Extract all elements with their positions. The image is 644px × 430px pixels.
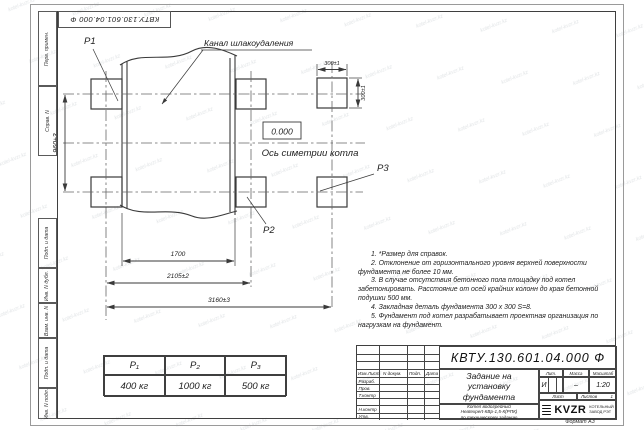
dim-2105: 2105±2 [167, 273, 189, 280]
tb-sheet-label: Лист [539, 393, 577, 400]
tb-role-razrab: Разраб. [358, 378, 376, 384]
load-table-value-p2: 1000 кг [165, 375, 226, 397]
margin-cell-podp-data-1 [38, 218, 57, 268]
title-block [356, 345, 616, 419]
tb-mass-header: Масса [563, 369, 589, 377]
tb-divider [357, 398, 439, 399]
kvzr-logo-icon [542, 405, 551, 416]
tb-divider [379, 346, 380, 420]
label-axis: Ось симетрии котла [261, 148, 359, 159]
note-3: 3. В случае отсутствия бетонного пола площадку под котел забетонировать. Расстояние от осей крайних колонн до края бетонной подушки 500 мм. [358, 277, 599, 303]
format-label: Формат А3 [565, 419, 595, 425]
tb-role-utv: Утв. [358, 414, 369, 419]
tb-mass-value: – [563, 377, 589, 393]
load-table-header-p2: P₂ [165, 356, 226, 375]
margin-label: Инв. N дубл. [44, 270, 51, 301]
doc-number-rotated: КВТУ.130.601.04.000 Ф [69, 15, 160, 24]
margin-label: Справ. N [44, 110, 51, 132]
note-1: 1. *Размер для справок. [371, 251, 448, 258]
tb-lit-header: Лит. [539, 369, 563, 377]
load-table-value-p1: 400 кг [104, 375, 165, 397]
tb-product-line: Heatexpert-КВр-1,5-К(РПК) [460, 409, 518, 415]
margin-cell-vzam-inv [38, 303, 57, 338]
tb-lit-value: И [541, 381, 547, 389]
tb-title-line: Задание на [466, 371, 512, 382]
tb-divider [424, 346, 425, 420]
margin-label: Подп. и дата [44, 346, 51, 380]
tb-rev-header-data: Дата [426, 370, 439, 376]
tb-title [439, 369, 539, 404]
dim-300-v: 300±1 [361, 85, 367, 101]
dim-3160: 3160±3 [208, 297, 230, 304]
level-mark: 0.000 [271, 126, 293, 137]
tb-rev-header-izm-list: Изм.Лист [358, 370, 380, 376]
note-5: 5. Фундамент под котел разрабатывает проектная организация по нагрузкам на фундамент. [358, 312, 599, 329]
tb-rev-header-docnum: N докум. [383, 370, 402, 376]
notes-block [358, 251, 612, 330]
tb-sheets-cell [577, 393, 617, 400]
margin-label: Перв. примен. [44, 31, 51, 66]
company-name [589, 405, 613, 414]
tb-divider [407, 346, 408, 420]
tb-divider [357, 413, 439, 414]
load-table [103, 355, 287, 396]
tb-product [439, 404, 539, 420]
tb-divider [556, 378, 557, 392]
margin-label: Инв. N подл. [44, 388, 51, 419]
note-4: 4. Закладная деталь фундамента 300 x 300 S=8. [371, 303, 532, 311]
margin-label: Взам. инв. N [44, 305, 51, 336]
tb-sheets-value: 1 [610, 394, 613, 399]
tb-divider [357, 354, 439, 355]
dim-1700: 1700 [170, 251, 186, 258]
tb-role-prov: Пров. [358, 385, 371, 391]
kvzr-logo-text: KVZR [554, 404, 587, 416]
margin-cell-sprav-n [38, 86, 57, 156]
label-p3: P3 [377, 163, 389, 174]
dim-300-h: 300±1 [324, 61, 340, 67]
margin-cell-perv-primen [38, 11, 57, 86]
company-line: ЗАВОД РЭТ [589, 409, 612, 414]
tb-doc-number: КВТУ.130.601.04.000 Ф [439, 346, 617, 369]
note-2: 2. Отклонение от горизонтального уровня верхней поверхности фундамента не более 10 мм. [358, 259, 587, 276]
margin-cell-inv-podl [38, 388, 57, 419]
load-table-value-p3: 500 кг [225, 375, 286, 397]
company-line: КОТЕЛЬНЫЙ [589, 404, 614, 410]
load-table-header-p1: P₁ [104, 356, 165, 375]
tb-product-line: Котел водогрейный [467, 404, 511, 410]
dim-960: 960±3 [53, 133, 60, 153]
tb-product-line: по техническому заданию [460, 414, 518, 420]
tb-scale-header: Масштаб [589, 369, 617, 377]
margin-label: Подп. и дата [44, 226, 51, 260]
tb-role-nkontr: Н.контр [358, 406, 377, 412]
margin-cell-inv-dubl [38, 268, 57, 303]
label-channel: Канал шлакоудаления [204, 38, 294, 48]
tb-rev-header-podp: Подп. [409, 370, 422, 376]
top-rotated-doc-number [58, 11, 171, 28]
tb-title-line: фундамента [462, 391, 516, 402]
tb-scale-value: 1:20 [589, 377, 617, 393]
tb-divider [357, 361, 439, 362]
label-p1: P1 [84, 36, 96, 47]
load-table-header-p3: P₃ [225, 356, 286, 375]
label-p2: P2 [263, 225, 275, 236]
tb-role-tkontr: Т.контр [358, 392, 376, 398]
tb-lit-cell [539, 377, 563, 393]
tb-title-line: установку [467, 381, 511, 392]
tb-divider [548, 378, 549, 392]
margin-cell-podp-data-2 [38, 338, 57, 388]
tb-logo-cell [539, 400, 617, 420]
tb-sheets-label: Листов [581, 394, 597, 399]
